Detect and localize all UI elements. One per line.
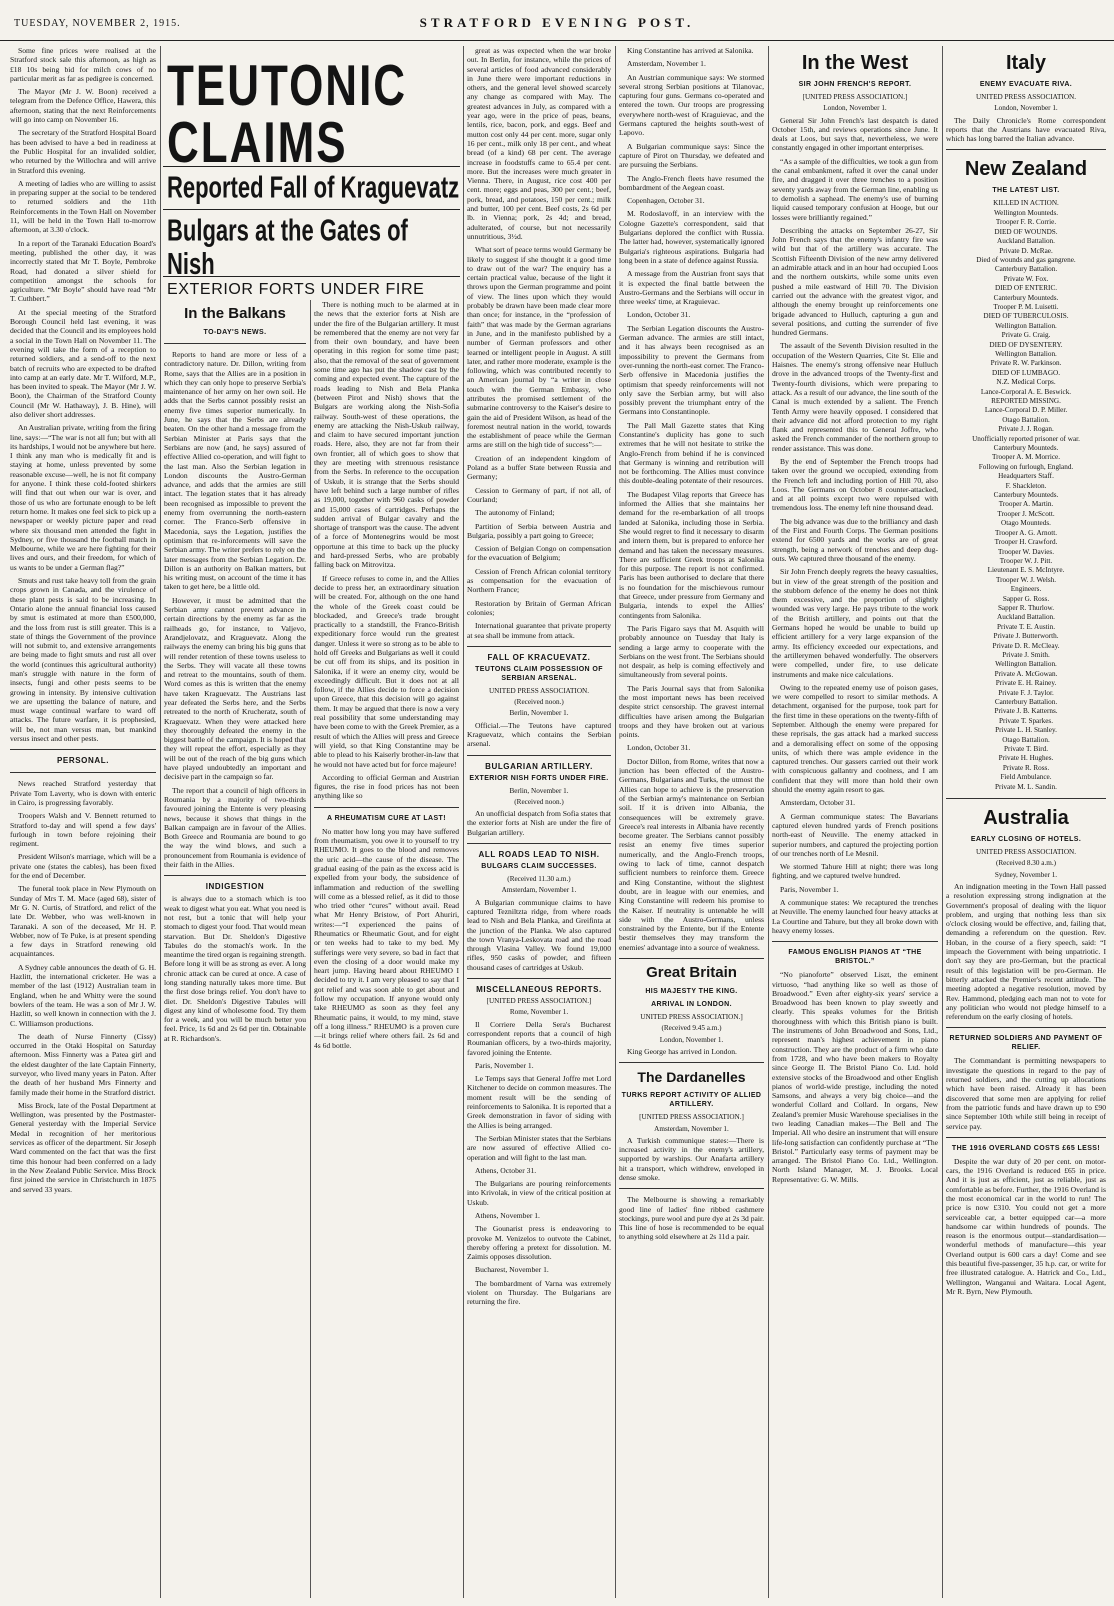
- fall-heading: FALL OF KRACUEVATZ.: [487, 652, 591, 662]
- paragraph: London, October 31.: [627, 310, 691, 320]
- paragraph: A communique states: We recaptured the trenches at Neuville. The enemy launched four heavy attacks at La Courtine and Tahure, but they all broke down with heavy enemy losses.: [772, 898, 938, 935]
- paragraph: Cession of Belgian Congo on compensation for the evacuation of Belgium;: [467, 544, 611, 563]
- dardanelles-heading: The Dardanelles: [637, 1069, 746, 1086]
- headline-teutonic-claims: TEUTONIC CLAIMS: [167, 54, 408, 175]
- indigestion-ad: is always due to a stomach which is too weak to digest what you eat. What you need is not rest, but a tonic that will help your stomach to digest your food. That would mean starvation. But Dr. Sheldon's Digestive Tabules do the stomach's work. In the meantime the tired organ is regaining strength. Before long it will be as strong as ever. A long chronic attack can be cured at once. A case of long standing naturally takes more time. But the first dose brings relief. You don't have to diet. Dr. Sheldon's Digestive Tabules will digest any kind of wholesome food. Try them for a week, and you will be much better you feel. Price, 1s 6d and 2s 6d per tin. Obtainable at R. Richardson's.: [164, 894, 306, 1043]
- paragraph: Il Corriere Della Sera's Bucharest correspondent reports that a council of high Roumanian officers, by a two-thirds majority, favored joining the Entente.: [467, 1019, 611, 1057]
- west-subheading: SIR JOHN FRENCH'S REPORT.: [798, 81, 912, 88]
- paragraph: A meeting of ladies who are willing to assist in preparing supper at the social to be tendered to returned soldiers and the 11th Reinforcements in the Town Hall on November 11, will be held in the Town Hall to-morrow afternoon, at 3.30 o'clock.: [10, 178, 156, 235]
- paragraph: There is nothing much to be alarmed at in the news that the exterior forts at Nish are under the fire of the Bulgarian artillery. It must be remembered that the enemy are not very far from their own boundary, and have been operating in this region for some time past; also, that the removal of the seat of government some time ago has put the shadow cast by the coming and expected event. The capture of the roads leading to Nish and Bela Planka (between Pirot and Nish) shows that the Bulgars are working along the Nish-Sofia railway. South-west of these operations, the enemy are attacking the Nish-Uskub railway, and claim to have secured important junction roads. Here, also, they are not far from their own frontier, all of which goes to show that they are meeting with strenuous resistance from the Serbs. In reference to the occupation of Uskub, it is strange that the Serbs should have left behind such a large number of rifles as 19,000, together with 960 casks of powder and 15,000 cases of cartridges. Perhaps the sudden arrival of Bulgar cavalry and the shortage of transport was the cause. The advent of a force of Montenegrins would be most opportune at this time to back up the plucky and hard-pressed Serbs, who are probably falling back on Mitrovitza.: [314, 300, 459, 570]
- dardanelles-text: A Turkish communique states:—There is increased activity in the enemy's artillery, supported by warships. Our Anafarta artillery hit a transport, which withdrew, enveloped in dense smoke.: [619, 1135, 764, 1182]
- australia-text: An indignation meeting in the Town Hall passed a resolution expressing strong indignation at the Government's proposal of dealing with the liquor problem, and urging that nothing less than six o'clock closing would be effective, and, failing that, demanding a referendum on the question. Rev. Hoban, in the course of a fiery speech, said: “I impeach the Government with being unpatriotic. I don't say they are pro-German, but the practical result of this legislation will be pro-German. He bitterly attacked the Premier's recent attitude. The meeting adopted a negative resolution, moved by Rev. Hammond, pledging each man not to vote for any politician who would not pledge himself to a referendum on the early closing of hotels.: [946, 881, 1106, 1022]
- list-line: Private D. R. McCleay.: [992, 641, 1060, 650]
- balkans-text-right: [314, 300, 459, 801]
- paragraph: Copenhagen, October 31.: [627, 196, 705, 206]
- list-line: Otago Battalion.: [1002, 415, 1050, 424]
- paragraph: Partition of Serbia between Austria and Bulgaria, possibly a part going to Greece;: [467, 521, 611, 540]
- paragraph: The Pall Mall Gazette states that King Constantine's duplicity has gone to such extremes that he will not hesitate to strike the Anglo-French from behind if he is convinced that Germany is winning and retribution will not be forthcoming. The Allies must convince this double-dealing potentate of their resources.: [619, 420, 764, 486]
- column-rule: [942, 46, 943, 1598]
- list-line: Field Ambulance.: [1000, 773, 1052, 782]
- paragraph: At the special meeting of the Stratford Borough Council held last evening, it was decided that the Council and its employees hold a social in the Town Hall on November 11. The evening will take the form of a reception to returned soldiers, and a send-off to the next batch of recruits who are expected to be drafted into camp at an early date. Mr T. Wilford, M.P., has been invited to speak. The Mayor (Mr J. W. Boon), the Chairman of the Stratford County Council (Mr W. Hathaway), J. B. Hine), will also deliver short addresses.: [10, 307, 156, 419]
- paragraph: If Greece refuses to come in, and the Allies decide to press her, an extraordinary situation will be created. For, although on the one hand the whole of the Greek coast could be blockaded, and Greece's trade brought practically to a standstill, the Franco-British expeditionary force would run the greatest danger. Unless it were so strong as to be able to hold off Greeks and Bulgarians as well it could be cut off from its ships, and its position in Salonika, if it were an enemy city, would be exceedingly difficult. But it does not at all follow, if the Allies decide to force a decision upon Greece, that this decision will go against them. It may be argued that there is now a very real possibility that some understanding may have been come to with the Greek Premier, as a result of which the Allies will press and Greece will yield, so that King Constantine may be able to plead to his Kaiserly brother-in-law that he would not have acted but for force majeure!: [314, 573, 459, 769]
- column-rule: [768, 46, 769, 1598]
- list-line: Private T. E. Austin.: [996, 622, 1056, 631]
- list-line: Canterbury Mounteds.: [993, 444, 1059, 453]
- paragraph: An Austrian communique says: We stormed several strong Serbian positions at Tilanovac, capturing four guns. Germans co-operated and entered the town. Our troops are progressing everywhere north-west of Kraguievac, and the Germans captured the heights south-west of Lapovo.: [619, 72, 764, 138]
- paragraph: Sir John French deeply regrets the heavy casualties, but in view of the great strength of the position and the stubborn defence of the enemy he does not think them excessive, and the proportion of slightly wounded was very large. He pays tribute to the work of the British artillery, and points out that the Germans hoped he would be unable to build up efficient artillery for a very large expansion of the army. Its efficiency exceeded our expectations, and the artillerymen behaved wonderfully. The observers were compelled, under fire, to use delicate instruments and make nice calculations.: [772, 567, 938, 679]
- list-line: Private J. Butterworth.: [993, 632, 1059, 641]
- list-line: DIED OF DYSENTERY.: [989, 340, 1063, 349]
- list-line: Following on furlough, England.: [978, 462, 1074, 471]
- australia-heading: Australia: [983, 807, 1069, 830]
- piano-ad: “No pianoforte” observed Liszt, the eminent virtuoso, “had anything like so well as those of Broadwood.” Even after eighty-six years' service a Broadwood has been known to play sweetly and clearly. This speaks volumes for the British thoroughness with which this British piano is built. The instruments of John Broadwood and Sons, Ltd., represent man's highest achievement in piano construction. They are the product of a firm who date from 1728, and who have been makers to Royalty since George II. The Bristol Piano Co. Ltd. hold extensive stocks of the Broadwood and other English pianos of world-wide prestige, including the noted Samsons, and always a very big choice—and the wonderful Collard and Collard. In organs, New Zealand's premier Music Warehouse specialises in the two leading Canadian makes—The Bell and The Imperial. All who desire an instrument that will ensure life-long satisfaction can confidently purchase at “The Bristol.” Particularly easy terms of payment may be arranged. The Bristol Piano Co. Ltd., Wellington. North Island Manager, M. J. Brooks. Local Representative: G. W. Mills.: [772, 970, 938, 1184]
- paragraph: The big advance was due to the brilliancy and dash of the First and Fourth Corps. The German positions extend for 6500 yards and the works are of great strength, being a network of trenches and deep dug-outs. We captured three thousand of the enemy.: [772, 516, 938, 563]
- paragraph: Smuts and rust take heavy toll from the grain crops grown in Canada, and the virulence of these plant pests is said to be increasing. In Ontario alone the annual financial loss caused by smut is estimated at more than £500,000, and the loss from rust is still greater. This is a state of things the Government of the province will not submit to, and extensive arrangements are being made to fight smuts and rust all over the world (continues this agricultural authority) man's struggle with nature in the form of insects, fungi and other pests seems to be growing in intensity. By intensive cultivation we are upsetting the balance of nature, and must wage continual warfare to ward off attacks. The future warfare, it is prophesied, will be, not man versus man, but mankind versus insect and other pests.: [10, 576, 156, 744]
- new-zealand-subheading: THE LATEST LIST.: [992, 187, 1060, 195]
- overland-ad: Despite the war duty of 20 per cent. on motor-cars, the 1916 Overland is reduced £65 in price. And it is just as efficient, just as reliable, just as comfortable as before. Further, the 1916 Overland is the most economical car in the world to run! The price is now £310. You could not get a more serviceable car, a better equipped car—a more handsome car within hundreds of pounds. The reason is the enormous output—standardisation—wonderful methods of manufacture—this year Overland output is 600 cars a day! Come and see this beautiful five-passenger, 35 h.p. car, or write for free illustrated catalogue. A. Hatrick and Co., Ltd., Wellington, Wanganui and Waitara. Local Agent, Mr R. Byrn, New Plymouth.: [946, 1156, 1106, 1296]
- paragraph: Reports to hand are more or less of a contradictory nature. Dr. Dillon, writing from Rome, says that the Allies are in a position in which they can only hope to preserve Serbia's maintenance of her army on her own soil. He adds that the Serbs cannot possibly resist an enemy five times superior numerically. In June, he says that the Serbs are already beaten. On the other hand a message from the Serbian Minister at Paris says that the Serbians are now (and, he says) assured of effective Allied co-operation, and will fight to the last man. Also the Serbian legation in London discounts the Austro-German advance, and adds that the armies are still intact. The legation states that it has already been recognised as impossible to prevent the enemy from overrunning the north-eastern corner. The Franco-Serb offensive in Macedonia, says the Legation, justifies the optimism that re-inforcements will save the Serbian army. The writer prefers to rely on the later messages from the Serbian Legation. Dr. Dillon is an authority on Balkan matters, but his writing must, on account of the time it has taken to get here, be a little old.: [164, 350, 306, 592]
- paragraph: Troopers Walsh and V. Bennett returned to Stratford to-day and will spend a few days' furlough in town before rejoining their regiment.: [10, 811, 156, 849]
- column-rule: [463, 46, 464, 1598]
- paragraph: Athens, November 1.: [475, 1210, 540, 1220]
- list-line: Private T. Sparkes.: [998, 716, 1054, 725]
- paragraph: The funeral took place in New Plymouth on Sunday of Mrs T. M. Mace (aged 68), sister of Mr G. N. Curtis, of Stratford, and relict of the late Dr. Webber, who was well-known in Taranaki. A son of the deceased, Mr H. P. Webber, now of Te Puke, is at present spending a few days in Stratford renewing old acquaintances.: [10, 884, 156, 959]
- paragraph: News reached Stratford yesterday that Private Tom Laverty, who is down with enteric in Cairo, is progressing favorably.: [10, 779, 156, 807]
- list-line: Trooper W. J. Pitt.: [999, 556, 1053, 565]
- list-line: Trooper F. R. Corrie.: [995, 218, 1057, 227]
- paragraph: Miss Brock, late of the Postal Department at Wellington, was presented by the Postmaster-General yesterday with the Imperial Service Medal in recognition of her meritorious services as officer of the department. Sir Joseph Ward commented on the fact that was the first time this honour had been conferred on a lady in the New Zealand Public Service. Miss Brock first joined the service in Christchurch in 1875 and served 33 years.: [10, 1100, 156, 1194]
- list-line: Trooper H. Crawford.: [994, 538, 1058, 547]
- returned-soldiers-text: The Commandant is permitting newspapers to investigate the questions in regard to the pay of returned soldiers, and the cutting up allocations which have been raised. Already it has been discovered that some men are applying for relief from the patriotic funds and have drawn up to £90 since September 10th while still being in receipt of service pay.: [946, 1056, 1106, 1131]
- paragraph: Some fine prices were realised at the Stratford stock sale this afternoon, as high as £18 10s being bid for milch cows of no particular merit as far as pedigree is concerned.: [10, 46, 156, 83]
- list-line: Private W. Fox.: [1003, 274, 1049, 283]
- paragraph: According to official German and Austrian figures, the rise in food prices has not been anything like so: [314, 772, 459, 801]
- list-line: Private T. Bird.: [1003, 745, 1049, 754]
- bulgarian-artillery-text: An unofficial despatch from Sofia states that the exterior forts at Nish are under the fire of Bulgarian artillery.: [467, 809, 611, 837]
- issue-date: TUESDAY, NOVEMBER 2, 1915.: [14, 18, 181, 29]
- paragraph: The death of Nurse Finnerty (Cissy) occurred in the Otaki Hospital on Saturday afternoon. Miss Finnerty was a Patea girl and the eldest daughter of the late Captain Finnerty, surveyor, who lived many years in Paton. After the death of her husband Mrs Finnerty and family made their home in the Stratford district.: [10, 1031, 156, 1097]
- paragraph: M. Rodoslavoff, in an interview with the Cologne Gazette's correspondent, said that Bulgarians deplored the conflict with Russia. The latter had, however, systematically ignored Bulgaria's righteous aspirations. Bulgaria had long been in a state of defence against Russia.: [619, 209, 764, 265]
- list-line: Private J. J. Rogan.: [998, 425, 1054, 434]
- paragraph: A message from the Austrian front says that it is expected the final battle between the Austro-Germans and the Serbians will occur in three weeks' time, at Kraguievac.: [619, 269, 764, 307]
- food-prices-peace-terms: [467, 46, 611, 640]
- misc-reports-heading: MISCELLANEOUS REPORTS.: [476, 985, 602, 995]
- paragraph: The assault of the Seventh Division resulted in the occupation of the Western Quarries, Cite St. Elie and Haisnes. The enemy's strong offensive near Hulluch drove in the advanced troops of the Twenty-first and Twenty-fourth divisions, which were preparing to attack. As a result of our advance, the line south of the Canal is much extended by a salient. The French Tenth Army were heavily opposed. I considered that their advance did not afford protection to my right flank and represented this to General Joffre, who asked the French commander of the northern group to render assistance. This was done.: [772, 341, 938, 453]
- list-line: Lieutenant E. S. McIntyre.: [987, 566, 1065, 575]
- paragraph: A Bulgarian communique says: Since the capture of Pirot on Thursday, we defeated and are pursuing the Serbians.: [619, 141, 764, 170]
- paragraph: Cession to Germany of part, if not all, of Courland;: [467, 485, 611, 504]
- paragraph: Cession of French African colonial territory as compensation for the evacuation of Northern France;: [467, 566, 611, 595]
- list-line: REPORTED MISSING.: [991, 397, 1061, 406]
- list-line: Died of wounds and gas gangrene.: [976, 255, 1076, 264]
- list-line: Wellington Battalion.: [995, 349, 1057, 358]
- masthead: [0, 0, 1114, 41]
- paragraph: The Paris Journal says that from Salonika the most important news has been received despite strict censorship. The gravest internal difficulties have arisen among the Bulgarian troops and they have broken out at various points.: [619, 683, 764, 740]
- new-zealand-heading: New Zealand: [964, 158, 1088, 181]
- list-line: Wellington Battalion.: [995, 660, 1057, 669]
- list-line: Private E. H. Rainey.: [995, 679, 1057, 688]
- cable-news: [619, 46, 764, 952]
- list-line: Sapper G. Ross.: [1002, 594, 1050, 603]
- fall-subheading: TEUTONS CLAIM POSSESSION OF SERBIAN ARSENAL.: [475, 665, 603, 682]
- paragraph: International guarantee that private property at sea shall be immune from attack.: [467, 621, 611, 640]
- list-line: Canterbury Battalion.: [994, 265, 1058, 274]
- paragraph: King Constantine has arrived at Salonika.: [627, 46, 754, 55]
- paragraph: The secretary of the Stratford Hospital Board has been advised to have a bed in readiness at the Public Hospital for an invalided soldier, who returned by the Willochra and will arrive in Stratford this evening.: [10, 128, 156, 175]
- returned-soldiers-heading: RETURNED SOLDIERS AND PAYMENT OF RELIEF.: [949, 1035, 1103, 1052]
- headline-kraguevatz: Reported Fall of Kraguevatz: [167, 169, 460, 205]
- column-balkans-left: [164, 300, 306, 1598]
- paragraph: great as was expected when the war broke out. In Berlin, for instance, while the prices of several articles of food advanced considerably in June there were important reductions in others, and the general level showed scarcely any change as compared with May. The greatest advances in July, as compared with a year ago, were in the price of peas, beans, lentils, rice, bacon, pork, and eggs. Beef and mutton cost only 44 per cent. more, sugar only 16 per cent., milk only 18 per cent., and wheat bread (of a kind) 68 per cent. The average increase in foodstuffs came to 65.4 per cent. more. But the increases were much greater in Vienna. There, in August, rice cost 400 per cent. more; eggs and peas, 300 per cent.; beef, pork, bread, and potatoes, 150 per cent.; milk and butter, 100 per cent. Beef costs, 2s 6d per lb. in Vienna; pork, 2s 4d; and bread, adulterated, of course, but not necessarily unnutritious, 3½d.: [467, 46, 611, 241]
- column-cables: King Constantine has arrived at Salonika. Amsterdam, November 1. An Austrian communique says: We stormed several strong Serbian positions at Tilanovac, capturing four guns. Germans co-operated and entered the town. Our troops are progressing everywhere north-west of Kraguievac, and the Germans captured the heights south-west of Lapovo. A Bulgarian communique says: Since the capture of Pirot on Thursday, we defeated and are pursuing the Serbians. The Anglo-French fleets have resumed the bombardment of the Aegean coast. Copenhagen, October 31. M. Rodoslavoff, in an interview with the Cologne Gazette's correspondent, said that Bulgarians deplored the conflict with Russia. The latter had, however, systematically ignored Bulgaria's righteous aspirations. Bulgaria had long been in a state of defence against Russia. A message from the Austrian front says that it is expected the final battle between the Austro-Germans and the Serbians will occur in three weeks' time, at Kraguievac. London, October 31. The Serbian Legation discounts the Austro-German advance. The armies are still intact, and it has always been recognised as an impossibility to prevent the Germans from over-running the north-east corner. The Franco-Serb offensive in Macedonia justifies the optimism that speedy reinforcements will not only save the Serbian army, but will also possibly prevent the triumphant entry of the Germans into Constantinople. The Pall Mall Gazette states that King Constantine's duplicity has gone to such extremes that he will not hesitate to strike the Anglo-French from behind if he is convinced that Germany is winning and retribution will not be forthcoming. The Allies must convince this double-dealing potentate of their resources. The Budapest Vilag reports that Greece has informed the Allies that she maintains her demand for the re-embarkation of all troops landed at Salonika, including those in Serbia. She would regret to find it necessary to disarm and intern them, but is prepared to enforce her demand and has taken the necessary measures. There are sufficient Greek troops at Salonika for this purpose. The report is not confirmed. Paris has been authorised to declare that there is no foundation for the mischievous rumour that Greece, under pressure from Germany and Bulgaria, intends to expel the Allies' contingents from Salonika. The Paris Figaro says that M. Asquith will probably announce on Tuesday that Italy is sending a large army to cooperate with the Serbians on the west front. The Serbians should not despair, as help is coming effectively and simultaneously from several points. The Paris Journal says that from Salonika the most important news has been received despite strict censorship. The gravest internal difficulties have arisen among the Bulgarian troops and they have broken out at various points. London, October 31. Doctor Dillon, from Rome, writes that now a junction has been effected of the Austro-Germans, Bulgarians and Turks, the utmost the Allies can hope to achieve is the preservation of the Serbian army's maintenance on Serbian soil. If it is driven into Albania, the consequences will be extremely grave. Greece's real interests in Albania have recently become greater. The Serbians cannot possibly resist an enemy five times superior numerically, and the Anglo-French troops, owing to lack of time, cannot despatch sufficient numbers to reinforce them. Greece and King Constantine, without the slightest doubt, are in league with our enemies, and King Constantine will redeem his promise to the Kaiser. If neutrality is untenable he will side with the Austro-Germans, unless constrained by the Entente, but if the Entente bestir themselves they may transform the enemies' advantage into a source of weakness. Great Britain HIS MAJESTY THE KING. ARRIVAL IN LONDON. UNITED PRESS ASSOCIATION.] (Received 9.45 a.m.) London, November 1. King George has arrived in London. The Dardanelles TURKS REPORT ACTIVITY OF ALLIED ARTILLERY. [UNITED PRESS ASSOCIATION.] Amsterdam, November 1. A Turkish communique states:—There is increased activity in the enemy's artillery, supported by warships. Our Anafarta artillery hit a transport, which withdrew, enveloped in dense smoke. The Melbourne is showing a remarkably good line of ladies' fine ribbed cashmere stockings, pure wool and pure dye at 2s 3d pair. This line of hose is recommended to be equal to anything sold elsewhere at 2s 11d a pair.: [619, 46, 764, 1242]
- list-line: KILLED IN ACTION.: [993, 199, 1059, 208]
- paragraph: General Sir John French's last despatch is dated October 15th, and reviews operations since June. It deals at Loos, but says that, nevertheless, we were constantly engaged in other important enterprises.: [772, 115, 938, 153]
- list-line: Trooper W. Davies.: [997, 547, 1055, 556]
- list-line: Engineers.: [1010, 585, 1042, 594]
- paragraph: President Wilson's marriage, which will be a private one (states the cables), has been fixed for the end of December.: [10, 852, 156, 881]
- list-line: Private J. B. Katterns.: [994, 707, 1058, 716]
- paragraph: The Mayor (Mr J. W. Boon) received a telegram from the Defence Office, Hawera, this afternoon, stating that the next Reinforcements will go into camp on November 16.: [10, 87, 156, 125]
- list-line: N.Z. Medical Corps.: [996, 378, 1056, 387]
- paragraph: Amsterdam, November 1.: [627, 59, 706, 69]
- list-line: Trooper A. G. Arnott.: [994, 528, 1058, 537]
- column-rule: [160, 46, 161, 1598]
- list-line: DIED OF ENTERIC.: [994, 284, 1058, 293]
- paragraph: “As a sample of the difficulties, we took a gun from the canal embankment, rafted it over the canal under fire, and dragged it over three trenches to a position seventy yards away from the German line, enabling us to demolish a saphead. The enemy's use of burning liquid caused temporary confusion at Hooge, but our losses were brilliantly regained.”: [772, 156, 938, 222]
- great-britain-subheading: HIS MAJESTY THE KING.: [645, 988, 738, 996]
- paragraph: Describing the attacks on September 26-27, Sir John French says that the enemy's infantry fire was wild but that of the artillery was accurate. The Scottish Fifteenth Division of the new army delivered an admirable attack and in an hour had occupied Loos and the northern outskirts, while some units even pushed a mile eastward of Hill 70. The Division carried out the advance with the greatest vigor, and although the enemy brought up reinforcements one brigade advanced to Hulluch, capturing a gun and several positions, and cutting the surrender of five hundred Germans.: [772, 225, 938, 338]
- arrival-text: King George has arrived in London.: [627, 1046, 737, 1056]
- banner-headlines: [163, 46, 460, 296]
- paragraph: Creation of an independent kingdom of Poland as a buffer State between Russia and Germany;: [467, 453, 611, 482]
- list-line: Otago Mounteds.: [1001, 519, 1051, 528]
- list-line: Trooper A. Martin.: [998, 500, 1054, 509]
- paragraph: London, October 31.: [627, 743, 691, 753]
- balkans-title: In the Balkans: [184, 305, 286, 322]
- list-line: Canterbury Battalion.: [994, 698, 1058, 707]
- list-line: Sapper R. Thurlow.: [997, 603, 1055, 612]
- italy-text: The Daily Chronicle's Rome correspondent reports that the Austrians have evacuated Riva, which has long barred the Italian advance.: [946, 115, 1106, 144]
- personal-heading: PERSONAL.: [56, 756, 110, 766]
- rheumatism-ad: No matter how long you may have suffered from rheumatism, you owe it to yourself to try RHEUMO. It goes to the blood and removes the uric acid—the cause of the disease. The gradual easing of the pain as the excess acid is expelled from your body, the subsidence of inflammation and reduction of the swelling will come as a blessed relief, as it did to those who tried other “cures” without avail. Read what Mr Henry Bristow, of Port Ahuriri, writes:—“I experienced the pains of Rheumatics or Rheumatic Gout, and for eight or ten weeks had to take to my bed. My sufferings were very severe, so bad in fact that even the closing of a door would make my heart jump. Having heard about RHEUMO I decided to try it. I am very pleased to say that I got relief and was soon able to get about and follow my occupation. If anyone would only take RHEUMO as soon as they feel any Rheumatic pains, it would, to my mind, stave off a long illness.” RHEUMO is a proven cure—it brings relief where others fail. 2s 6d and 4s 6d bottle.: [314, 826, 459, 1050]
- paragraph: The Serbian Legation discounts the Austro-German advance. The armies are still intact, and it has always been recognised as an impossibility to prevent the Germans from over-running the north-east corner. The Franco-Serb offensive in Macedonia justifies the optimism that speedy reinforcements will not only save the Serbian army, but will also possibly prevent the triumphant entry of the Germans into Constantinople.: [619, 323, 764, 417]
- headline-exterior-forts: EXTERIOR FORTS UNDER FIRE: [167, 281, 425, 296]
- fall-text: Official.—The Teutons have captured Kraguevatz, which contains the Serbian arsenal.: [467, 720, 611, 749]
- column-local-news: [10, 46, 156, 1598]
- paragraph: In a report of the Taranaki Education Board's meeting, published the other day, it was incorrectly stated that Mr T. Boyle, Pembroke Road, had donated a silver shield for competition amongst the schools for agriculture. “Mr Boyle” should have read “Mr T. Cuthbert.”: [10, 238, 156, 304]
- bulgarian-artillery-subheading: EXTERIOR NISH FORTS UNDER FIRE.: [469, 774, 609, 782]
- list-line: Headquarters Staff.: [998, 472, 1054, 481]
- paragraph: Athens, October 31.: [475, 1165, 537, 1175]
- list-line: Trooper W. J. Welsh.: [995, 575, 1057, 584]
- list-line: Private D. McRae.: [999, 246, 1053, 255]
- paragraph: The Serbian Minister states that the Serbians are now assured of effective Allied co-operation and will fight to the last man.: [467, 1133, 611, 1162]
- column-rule: [310, 300, 311, 1598]
- paragraph: The Budapest Vilag reports that Greece has informed the Allies that she maintains her demand for the re-embarkation of all troops landed at Salonika, including those in Serbia. She would regret to find it necessary to disarm and intern them, but is prepared to enforce her demand and has taken the necessary measures. There are sufficient Greek troops at Salonika for this purpose. The report is not confirmed. Paris has been authorised to declare that there is no foundation for the mischievous rumour that Greece, under pressure from Germany and Bulgaria, intends to expel the Allies' contingents from Salonika.: [619, 489, 764, 620]
- list-line: Wellington Battalion.: [995, 321, 1057, 330]
- paragraph: The Paris Figaro says that M. Asquith will probably announce on Tuesday that Italy is sending a large army to cooperate with the Serbians on the west front. The Serbians should not despair, as help is coming effectively and simultaneously from several points.: [619, 623, 764, 680]
- balkans-subtitle: TO-DAY'S NEWS.: [203, 329, 267, 336]
- list-line: Unofficially reported prisoner of war.: [972, 434, 1080, 443]
- paragraph: The bombardment of Varna was extremely violent on Thursday. The Bulgarians are returning the fire.: [467, 1278, 611, 1307]
- paragraph: An Australian private, writing from the firing line, says:—“The war is not all fun; but with all its hardships, I would not be anywhere but here. I think any man who is medically fit and is staying at home, unless prevented by some reasonable excuse—well, he is not fit company for anyone. I think these cold-footed shirkers will find that out when our war is over, and those of us who are fortunate enough to be left return home. It makes one feel sick to pick up a newspaper or weekly picture paper and read where six thousand men attended the fight in Sydney, or five thousand the football match in Melbourne, while we are here fighting for their lives and ours, and their freedom, for which of us wants to be under a German flag?”: [10, 423, 156, 572]
- casualty-list: [946, 199, 1106, 792]
- indigestion-heading: INDIGESTION: [205, 882, 265, 892]
- paragraph: Owing to the repeated enemy use of poison gases, we were compelled to resort to similar methods. A detachment, organised for the purpose, took part for the first time in these operations on the twenty-fifth of September. Although the enemy were prepared for these reprisals, the gas attack had a marked success and a demoralising effect on some of the opposing units, of which there was ample evidence in the captured trenches. Our gassers carried out their work with conspicuous gallantry and coolness, and I am confident that they will more than hold their own should the enemy again resort to gas.: [772, 682, 938, 795]
- italy-heading: Italy: [1005, 52, 1047, 74]
- list-line: F. Shackleton.: [1005, 481, 1047, 490]
- arrival-heading: ARRIVAL IN LONDON.: [651, 1001, 732, 1009]
- list-line: Private M. L. Sandin.: [995, 782, 1057, 791]
- paragraph: However, it must be admitted that the Serbian army cannot prevent advance in certain directions by the enemy as far as the railheads go, for instance, to Valjevo, Arandjelovatz, and Kraguevatz. Along the railways the enemy can bring his big guns that will render retention of these towns useless to the Serbs. They will vacate all these towns and retreat to the mountains, south of them. Word comes as this is written that the enemy have taken Kraguevatz. The Austrians last year defeated the Serbs here, and the Serbs retreated to the north of Krucheratz, south of Kraguevatz. When they were attacked here they thoroughly defeated the enemy in the biggest battle of the campaign. It is hoped that they will repeat the effort, especially as they will be out of the reach of the big guns which have played undoubtedly an important and decisive part in the campaign so far.: [164, 595, 306, 782]
- list-line: Private R. W. Parkinson.: [990, 359, 1062, 368]
- column-dominions: Italy ENEMY EVACUATE RIVA. UNITED PRESS ASSOCIATION. London, November 1. The Daily Chronicle's Rome correspondent reports that the Austrians have evacuated Riva, which has long barred the Italian advance. New Zealand THE LATEST LIST. KILLED IN ACTION. Wellington Mounteds. Trooper F. R. Corrie. DIED OF WOUNDS. Auckland Battalion. Private D. McRae. Died of wounds and gas gangrene. Canterbury Battalion. Private W. Fox. DIED OF ENTERIC. Canterbury Mounteds. Trooper P. M. Luisetti. DIED OF TUBERCULOSIS. Wellington Battalion. Private G. Craig. DIED OF DYSENTERY. Wellington Battalion. Private R. W. Parkinson. DIED OF LUMBAGO. N.Z. Medical Corps. Lance-Corporal A. E. Beswick. REPORTED MISSING. Lance-Corporal D. P. Miller. Otago Battalion. Private J. J. Rogan. Unofficially reported prisoner of war. Canterbury Mounteds. Trooper A. M. Morrice. Following on furlough, England. Headquarters Staff. F. Shackleton. Canterbury Mounteds. Trooper A. Martin. Trooper J. McScott. Otago Mounteds. Trooper A. G. Arnott. Trooper H. Crawford. Trooper W. Davies. Trooper W. J. Pitt. Lieutenant E. S. McIntyre. Trooper W. J. Welsh. Engineers. Sapper G. Ross. Sapper R. Thurlow. Auckland Battalion. Private T. E. Austin. Private J. Butterworth. Private D. R. McCleay. Private J. Smith. Wellington Battalion. Private A. McGowan. Private E. H. Rainey. Private F. J. Taylor. Canterbury Battalion. Private J. B. Katterns. Private T. Sparkes. Private L. H. Stanley. Otago Battalion. Private T. Bird. Private H. Hughes. Private R. Ross. Field Ambulance. Private M. L. Sandin. Australia EARLY CLOSING OF HOTELS. UNITED PRESS ASSOCIATION. (Received 8.30 a.m.) Sydney, November 1. An indignation meeting in the Town Hall passed a resolution expressing strong indignation at the Government's proposal of dealing with the liquor problem, and urging that nothing less than six o'clock closing would be effective, and, failing that, demanding a referendum on the question. Rev. Hoban, in the course of a fiery speech, said: “I impeach the Government with being unpatriotic. I don't say they are pro-German, but the practical result of this legislation will be pro-German. He bitterly attacked the Premier's recent attitude. The meeting adopted a negative resolution, moved by Rev. Hammond, pledging each man not to vote for any politician who would not pledge himself to a referendum on the early closing of hotels. RETURNED SOLDIERS AND PAYMENT OF RELIEF. The Commandant is permitting newspapers to investigate the questions in regard to the pay of returned soldiers, and the cutting up allocations which have been raised. Already it has been discovered that some men are applying for relief from the patriotic funds and have drawn up to £90 since September 10th while still being in receipt of service pay. THE 1916 OVERLAND COSTS £65 LESS! Despite the war duty of 20 per cent. on motor-cars, the 1916 Overland is reduced £65 in price. And it is just as efficient, just as reliable, just as comfortable as before. Further, the 1916 Overland is the most economical car in the world to run! The price is now £310. You could not get a more serviceable car, a better equipped car—a more handsome car within hundreds of pounds. The reason is the enormous output—standardisation—wonderful methods of manufacture—this year Overland output is 600 cars a day! Come and see this beautiful five-passenger, 35 h.p. car, or write for free illustrated catalogue. A. Hatrick and Co., Ltd., Wellington, Wanganui and Waitara. Local Agent, Mr R. Byrn, New Plymouth.: [946, 52, 1106, 1296]
- column-war-news: great as was expected when the war broke out. In Berlin, for instance, while the prices of several articles of food advanced considerably in June there were important reductions in others, and the general level showed scarcely any change as compared with May. The greatest advances in July, as compared with a year ago, were in the price of peas, beans, lentils, rice, bacon, pork, and eggs. Beef and mutton cost only 44 per cent. more, sugar only 16 per cent., milk only 18 per cent., and wheat bread (of a kind) 68 per cent. The average increase in foodstuffs came to 65.4 per cent. more. But the increases were much greater in Vienna. There, in August, rice cost 400 per cent. more; eggs and peas, 300 per cent.; beef, pork, bread, and potatoes, 150 per cent.; milk and butter, 100 per cent. Beef costs, 2s 6d per lb. in Vienna; pork, 2s 4d; and bread, adulterated, of course, but not necessarily unnutritious, 3½d. What sort of peace terms would Germany be likely to suggest if she thought it a good time to draw out of the war? The enquiry has a certain practical value, because of the light it throws upon the German programme and point of view. The lines upon which they would probably be drawn have been made clear more than once; for instance, in the “profession of faith” that was made by the German agrarians in June, and in the manifesto published by a number of German professors and other learned or intelligent people in August. A still later, and rather more moderate, example is the following, which was contributed recently to an American journal by “a writer in close touch with the German Embassy, who attributes the promised settlement of the submarine controversy to the Kaiser's desire to gain the aid of President Wilson, as head of the foremost neutral nation in the world, towards the establishment of peace while the German arms are still on the high tide of success”:— Creation of an independent kingdom of Poland as a buffer State between Russia and Germany; Cession to Germany of part, if not all, of Courland; The autonomy of Finland; Partition of Serbia between Austria and Bulgaria, possibly a part going to Greece; Cession of Belgian Congo on compensation for the evacuation of Belgium; Cession of French African colonial territory as compensation for the evacuation of Northern France; Restoration by Britain of German African colonies; International guarantee that private property at sea shall be immune from attack. FALL OF KRACUEVATZ. TEUTONS CLAIM POSSESSION OF SERBIAN ARSENAL. UNITED PRESS ASSOCIATION. (Received noon.) Berlin, November 1. Official.—The Teutons have captured Kraguevatz, which contains the Serbian arsenal. BULGARIAN ARTILLERY. EXTERIOR NISH FORTS UNDER FIRE. Berlin, November 1. (Received noon.) An unofficial despatch from Sofia states that the exterior forts at Nish are under the fire of Bulgarian artillery. ALL ROADS LEAD TO NISH. BULGARS CLAIM SUCCESSES. (Received 11.30 a.m.) Amsterdam, November 1. A Bulgarian communique claims to have captured Tezniltzta ridge, from where roads lead to Nish and Bela Planka, and Greifinta at the junction of the Planka. We also captured the town Vranya-Leskovata road and the road through Vlasina Valley. We found 19,000 rifles, 950 casks of powder, and fifteen thousand cases of cartridges at Uskub. MISCELLANEOUS REPORTS. [UNITED PRESS ASSOCIATION.] Rome, November 1. Il Corriere Della Sera's Bucharest correspondent reports that a council of high Roumanian officers, by a two-thirds majority, favored joining the Entente. Paris, November 1. Le Temps says that General Joffre met Lord Kitchener to decide on common measures. The moment result will be the sending of reinforcements to Salonika. It is reported that a Greek demonstration in favor of siding with the Allies is being arranged. The Serbian Minister states that the Serbians are now assured of effective Allied co-operation and will fight to the last man. Athens, October 31. The Bulgarians are pouring reinforcements into Krivolak, in view of the critical position at Uskub. Athens, November 1. The Gounarist press is endeavoring to provoke M. Venizelos to outvote the Cabinet, thereby offering a pretext for dissolution. M. Zaimis opposes dissolution. Bucharest, November 1. The bombardment of Varna was extremely violent on Thursday. The Bulgarians are returning the fire.: [467, 46, 611, 1307]
- paragraph: Bucharest, November 1.: [475, 1265, 549, 1275]
- list-line: Canterbury Mounteds.: [993, 293, 1059, 302]
- newspaper-title: STRATFORD EVENING POST.: [419, 15, 695, 30]
- paragraph: By the end of September the French troops had taken over the ground we occupied, extending from the French left and including portion of Hill 70, also Loos. The Germans on October 8 counter-attacked, and at all points except two were repulsed with tremendous loss. The enemy left nine thousand dead.: [772, 456, 938, 513]
- list-line: Private G. Craig.: [1001, 331, 1051, 340]
- italy-subheading: ENEMY EVACUATE RIVA.: [979, 81, 1073, 88]
- list-line: Private R. Ross.: [1002, 763, 1050, 772]
- rheumatism-heading: A RHEUMATISM CURE AT LAST!: [327, 814, 446, 822]
- roads-heading: ALL ROADS LEAD TO NISH.: [478, 850, 600, 860]
- list-line: Private L. H. Stanley.: [995, 726, 1057, 735]
- melbourne-ad: The Melbourne is showing a remarkably good line of ladies' fine ribbed cashmere stockings, pure wool and pure dye at 2s 3d pair. This line of hose is recommended to be equal to anything sold elsewhere at 2s 11d a pair.: [619, 1195, 764, 1242]
- paragraph: The Bulgarians are pouring reinforcements into Krivolak, in view of the critical position at Uskub.: [467, 1179, 611, 1207]
- great-britain-heading: Great Britain: [646, 964, 737, 982]
- list-line: DIED OF LUMBAGO.: [991, 368, 1061, 377]
- west-heading: In the West: [801, 52, 909, 74]
- list-line: DIED OF TUBERCULOSIS.: [983, 312, 1069, 321]
- paragraph: Le Temps says that General Joffre met Lord Kitchener to decide on common measures. The moment result will be the sending of reinforcements to Salonika. It is reported that a Greek demonstration in favor of siding with the Allies is being arranged.: [467, 1074, 611, 1130]
- list-line: Auckland Battalion.: [997, 237, 1055, 246]
- paragraph: Paris, November 1.: [475, 1060, 534, 1070]
- column-western-front: In the West SIR JOHN FRENCH'S REPORT. [UNITED PRESS ASSOCIATION.] London, November 1. General Sir John French's last despatch is dated October 15th, and reviews operations since June. It deals at Loos, but says that, nevertheless, we were constantly engaged in other important enterprises. “As a sample of the difficulties, we took a gun from the canal embankment, rafted it over the canal under fire, and dragged it over three trenches to a position seventy yards away from the German line, enabling us to demolish a saphead. The enemy's use of burning liquid caused temporary confusion at Hooge, but our losses were brilliantly regained.” Describing the attacks on September 26-27, Sir John French says that the enemy's infantry fire was wild but that of the artillery was accurate. The Scottish Fifteenth Division of the new army delivered an admirable attack and in an hour had occupied Loos and the northern outskirts, while some units even pushed a mile eastward of Hill 70. The Division carried out the advance with the greatest vigor, and although the enemy brought up reinforcements one brigade advanced to Hulluch, capturing a gun and several positions, and cutting the surrender of five hundred Germans. The assault of the Seventh Division resulted in the occupation of the Western Quarries, Cite St. Elie and Haisnes. The enemy's strong offensive near Hulluch drove in the advanced troops of the Twenty-first and Twenty-fourth divisions, which were preparing to attack. As a result of our advance, the line south of the Canal is much extended by a salient. The French Tenth Army were heavily opposed. I considered that their advance did not afford protection to my right flank and represented this to General Joffre, who asked the French commander of the northern group to render assistance. This was done. By the end of September the French troops had taken over the ground we occupied, extending from the French left and including portion of Hill 70, also Loos. The Germans on October 8 counter-attacked, and at all points except two were repulsed with tremendous loss. The enemy left nine thousand dead. The big advance was due to the brilliancy and dash of the First and Fourth Corps. The German positions extend for 6500 yards and the works are of great strength, being a network of trenches and deep dug-outs. We captured three thousand of the enemy. Sir John French deeply regrets the heavy casualties, but in view of the great strength of the position and the stubborn defence of the enemy he does not think them excessive, and the proportion of slightly wounded was very large. He pays tribute to the work of the British artillery, and points out that the Germans hoped he would be unable to build up efficient artillery for a very large expansion of the army. Its efficiency exceeded our expectations, and the artillerymen behaved wonderfully. The observers were compelled, under fire, to use delicate instruments and make nice calculations. Owing to the repeated enemy use of poison gases, we were compelled to resort to similar methods. A detachment, organised for the purpose, took part for the first time in these operations on the twenty-fifth of September. Although the enemy were prepared for these reprisals, the gas attack had a marked success and a demoralising effect on some of the opposing units, of which there was ample evidence in the captured trenches. Our gassers carried out their work with conspicuous gallantry and coolness, and I am confident that they will more than hold their own should the enemy again resort to gas. Amsterdam, October 31. A German communique states: The Bavarians captured eleven hundred yards of French positions north-east of Neuville. The enemy attacked in superior numbers, and captured the projecting portion of our trenches north of Le Mesnil. We stormed Tahure Hill at night; there was long fighting, and we captured twelve hundred. Paris, November 1. A communique states: We recaptured the trenches at Neuville. The enemy launched four heavy attacks at La Courtine and Tahure, but they all broke down with heavy enemy losses. FAMOUS ENGLISH PIANOS AT “THE BRISTOL.” “No pianoforte” observed Liszt, the eminent virtuoso, “had anything like so well as those of Broadwood.” Even after eighty-six years' service a Broadwood has been known to play sweetly and clearly. This speaks volumes for the British thoroughness with which this British piano is built. The instruments of John Broadwood and Sons, Ltd., represent man's highest achievement in piano construction. They are the product of a firm who date from 1728, and who have been makers to Royalty since George II. The Bristol Piano Co. Ltd. hold extensive stocks of the Broadwood and other English pianos of world-wide prestige, including the noted Samsons, and always a very big choice—and the wonderful Collard and Collard. In organs, New Zealand's premier Music Warehouse specialises in the two leading Canadian makes—The Bell and The Imperial. All who desire an instrument that will ensure life-long satisfaction can confidently purchase at “The Bristol.” Particularly easy terms of payment may be arranged. The Bristol Piano Co. Ltd., Wellington. North Island Manager, M. J. Brooks. Local Representative: G. W. Mills.: [772, 52, 938, 1184]
- paragraph: A Sydney cable announces the death of G. H. Hazlitt, the international cricketer. He was a member of the last (1912) Australian team in England, when he and Whitty were the sound bowlers of the team. He was a son of Mr J. W. Hazlitt, so well known in connection with the J. C. Williamson productions.: [10, 962, 156, 1028]
- paragraph: The report that a council of high officers in Roumania by a majority of two-thirds favoured joining the Entente is very pleasing news, because it shows that things in the Balkan campaign are in favour of the Allies. Both Greece and Roumania are bound to go the way the wind blows, and such a pronouncement from Roumania is evidence of their faith in the Allies.: [164, 785, 306, 870]
- bulgarian-artillery-heading: BULGARIAN ARTILLERY.: [485, 761, 593, 771]
- list-line: Canterbury Mounteds.: [993, 491, 1059, 500]
- piano-heading: FAMOUS ENGLISH PIANOS AT “THE BRISTOL.”: [788, 949, 922, 966]
- list-line: Lance-Corporal A. E. Beswick.: [980, 387, 1072, 396]
- paragraph: We stormed Tahure Hill at night; there was long fighting, and we captured twelve hundred.: [772, 862, 938, 881]
- list-line: Private F. J. Taylor.: [998, 688, 1054, 697]
- paragraph: The autonomy of Finland;: [475, 508, 555, 518]
- list-line: Lance-Corporal D. P. Miller.: [984, 406, 1068, 415]
- personal-items: [10, 779, 156, 1193]
- list-line: Private A. McGowan.: [994, 669, 1058, 678]
- list-line: DIED OF WOUNDS.: [994, 227, 1058, 236]
- list-line: Private J. Smith.: [1002, 650, 1050, 659]
- headline-bulgars-nish: Bulgars at the Gates of Nish: [167, 212, 408, 282]
- paragraph: Doctor Dillon, from Rome, writes that now a junction has been effected of the Austro-Germans, Bulgarians and Turks, the utmost the Allies can hope to achieve is the preservation of the Serbian army's maintenance on Serbian soil. If it is driven into Albania, the consequences will be extremely grave. Greece's real interests in Albania have recently become greater. The Serbians cannot possibly resist an enemy five times superior numerically, and the Anglo-French troops, owing to lack of time, cannot despatch sufficient numbers to reinforce them. Greece and King Constantine, without the slightest doubt, are in league with our enemies, and King Constantine will redeem his promise to the Kaiser. If neutrality is untenable he will side with the Austro-Germans, unless constrained by the Entente, but if the Entente bestir themselves they may transform the enemies' advantage into a source of weakness.: [619, 756, 764, 952]
- list-line: Otago Battalion.: [1002, 735, 1050, 744]
- balkans-text-left: [164, 350, 306, 869]
- list-line: Auckland Battalion.: [997, 613, 1055, 622]
- paragraph: Restoration by Britain of German African colonies;: [467, 598, 611, 617]
- paragraph: A German communique states: The Bavarians captured eleven hundred yards of French positions north-east of Neuville. The enemy attacked in superior numbers, and captured the projecting portion of our trenches north of Le Mesnil.: [772, 811, 938, 858]
- list-line: Wellington Mounteds.: [993, 208, 1059, 217]
- paragraph: The Gounarist press is endeavoring to provoke M. Venizelos to outvote the Cabinet, thereby offering a pretext for dissolution. M. Zaimis opposes dissolution.: [467, 1224, 611, 1262]
- list-line: Private H. Hughes.: [998, 754, 1054, 763]
- roads-subheading: BULGARS CLAIM SUCCESSES.: [481, 863, 597, 871]
- misc-reports: [467, 1020, 611, 1307]
- paragraph: Amsterdam, October 31.: [780, 798, 856, 808]
- paragraph: What sort of peace terms would Germany be likely to suggest if she thought it a good time to draw out of the war? The enquiry has a certain practical value, because of the light it throws upon the German programme and point of view. The lines upon which they would probably be drawn have been made clear more than once; for instance, in the “profession of faith” that was made by the German agrarians in June, and in the manifesto published by a number of German professors and other learned or intelligent people in August. A still later, and rather more moderate, example is the following, which was contributed recently to an American journal by “a writer in close touch with the German Embassy, who attributes the promised settlement of the submarine controversy to the Kaiser's desire to gain the aid of President Wilson, as head of the foremost neutral nation in the world, towards the establishment of peace while the German arms are still on the high tide of success”:—: [467, 245, 611, 450]
- paragraph: Paris, November 1.: [780, 884, 839, 894]
- column-rule: [615, 46, 616, 1598]
- paragraph: The Anglo-French fleets have resumed the bombardment of the Aegean coast.: [619, 173, 764, 192]
- list-line: Trooper A. M. Morrice.: [991, 453, 1060, 462]
- list-line: Trooper J. McScott.: [997, 509, 1055, 518]
- french-report: [772, 116, 938, 936]
- australia-subheading: EARLY CLOSING OF HOTELS.: [970, 836, 1082, 844]
- list-line: Trooper P. M. Luisetti.: [993, 302, 1059, 311]
- overland-heading: THE 1916 OVERLAND COSTS £65 LESS!: [951, 1144, 1101, 1152]
- local-news-items: [10, 46, 156, 743]
- column-balkans-right: [314, 300, 459, 1598]
- roads-text: A Bulgarian communique claims to have captured Tezniltzta ridge, from where roads lead to Nish and Bela Planka, and Greifinta at the junction of the Planka. We also captured the town Vranya-Leskovata road and the road through Vlasina Valley. We found 19,000 rifles, 950 casks of powder, and fifteen thousand cases of cartridges at Uskub.: [467, 897, 611, 972]
- dardanelles-subheading: TURKS REPORT ACTIVITY OF ALLIED ARTILLERY.: [621, 1092, 762, 1109]
